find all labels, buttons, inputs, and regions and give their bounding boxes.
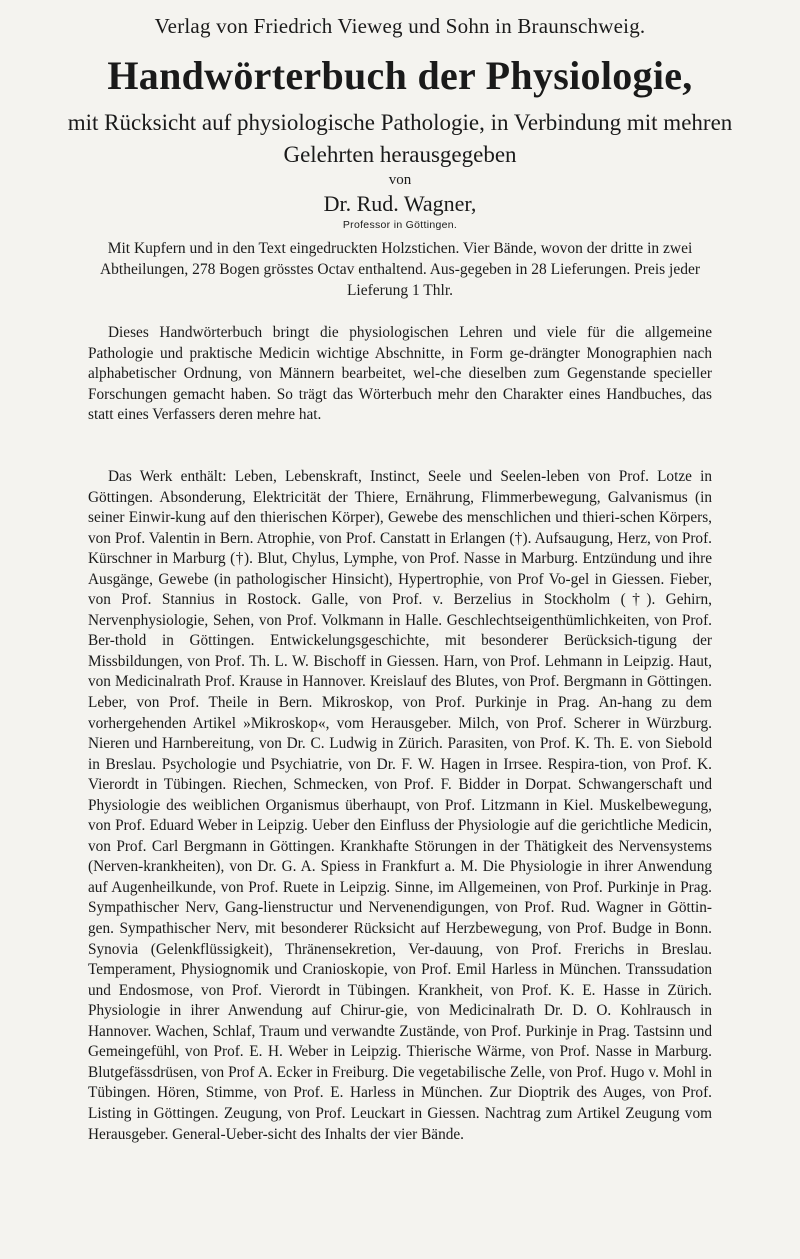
edition-details: Mit Kupfern und in den Text eingedruckten Holzstichen. Vier Bände, wovon der dritte in zwei Abtheilungen, 278 Bogen grösstes Octav enthaltend. Aus-gegeben in 28 Lieferungen. Preis jeder Lieferung 1 Thlr. — [99, 240, 701, 299]
editor-role: Professor in Göttingen. — [342, 219, 458, 231]
book-title: Handwörterbuch der Physiologie, — [107, 53, 693, 98]
book-subtitle: mit Rücksicht auf physiologische Pathologie, in Verbindung mit mehren Gelehrten herausgegeben — [67, 110, 733, 167]
by-line: von — [388, 172, 412, 188]
publisher-line: Verlag von Friedrich Vieweg und Sohn in Braunschweig. — [154, 14, 646, 38]
contents-paragraph: Das Werk enthält: Leben, Lebenskraft, Instinct, Seele und Seelen-leben von Prof. Lotze in Göttingen. Absonderung, Elektricität der Thiere, Ernährung, Flimmerbewegung, Galvanismus (in seiner Einwir-kung auf den thierischen Körper), Gewebe des menschlichen und thieri-schen Körpers, von Prof. Valentin in Bern. Atrophie, von Prof. Canstatt in Erlangen (†). Aufsaugung, Herz, von Prof. Kürschner in Marburg (†). Blut, Chylus, Lymphe, von Prof. Nasse in Marburg. Entzündung und ihre Ausgänge, Gewebe (in pathologischer Hinsicht), Hypertrophie, von Prof Vo-gel in Giessen. Fieber, von Prof. Stannius in Rostock. Galle, von Prof. v. Berzelius in Stockholm (†). Gehirn, Nervenphysiologie, Sehen, von Prof. Volkmann in Halle. Geschlechtseigenthümlichkeiten, von Prof. Ber-thold in Göttingen. Entwickelungsgeschichte, mit besonderer Berücksich-tigung der Missbildungen, von Prof. Th. L. W. Bischoff in Giessen. Harn, von Prof. Lehmann in Leipzig. Haut, von Medicinalrath Prof. Krause in Hannover. Kreislauf des Blutes, von Prof. Bergmann in Göttingen. Leber, von Prof. Theile in Bern. Mikroskop, von Prof. Purkinje in Prag. An-hang zu dem vorhergehenden Artikel »Mikroskop«, vom Herausgeber. Milch, von Prof. Scherer in Würzburg. Nieren und Harnbereitung, von Dr. C. Ludwig in Zürich. Parasiten, von Prof. K. Th. E. von Siebold in Breslau. Psychologie und Psychiatrie, von Dr. F. W. Hagen in Irrsee. Respira-tion, von Prof. K. Vierordt in Tübingen. Riechen, Schmecken, von Prof. F. Bidder in Dorpat. Schwangerschaft und Physiologie des weiblichen Organismus überhaupt, von Prof. Litzmann in Kiel. Muskelbewegung, von Prof. Eduard Weber in Leipzig. Ueber den Einfluss der Physiologie auf die gerichtliche Medicin, von Prof. Carl Bergmann in Göttingen. Krankhafte Störungen in der Thätigkeit des Nervensystems (Nerven-krankheiten), von Dr. G. A. Spiess in Frankfurt a. M. Die Physiologie in ihrer Anwendung auf Augenheilkunde, von Prof. Ruete in Leipzig. Sinne, im Allgemeinen, von Prof. Purkinje in Prag. Sympathischer Nerv, Gang-lienstructur und Nervenendigungen, von Prof. Rud. Wagner in Göttin-gen. Sympathischer Nerv, mit besonderer Rücksicht auf Herzbewegung, von Prof. Budge in Bonn. Synovia (Gelenkflüssigkeit), Thränensekretion, Ver-dauung, von Prof. Frerichs in Breslau. Temperament, Physiognomik und Cranioskopie, von Prof. Emil Harless in München. Transsudation und Endosmose, von Prof. Vierordt in Tübingen. Krankheit, von Prof. K. E. Hasse in Zürich. Physiologie in ihrer Anwendung auf Chirur-gie, von Medicinalrath Dr. D. O. Kohlrausch in Hannover. Wachen, Schlaf, Traum und verwandte Zustände, von Prof. Purkinje in Prag. Tastsinn und Gemeingefühl, von Prof. E. H. Weber in Leipzig. Thierische Wärme, von Prof. Nasse in Marburg. Blutgefässdrüsen, von Prof A. Ecker in Freiburg. Die vegetabilische Zelle, von Prof. Hugo v. Mohl in Tübingen. Hören, Stimme, von Prof. E. Harless in München. Zur Dioptrik des Auges, von Prof. Listing in Göttingen. Zeugung, von Prof. Leuckart in Giessen. Nachtrag zum Artikel Zeugung vom Herausgeber. General-Ueber-sicht des Inhalts der vier Bände. — [88, 468, 712, 1143]
intro-paragraph: Dieses Handwörterbuch bringt die physiologischen Lehren und viele für die allgemeine Pathologie und praktische Medicin wichtige Abschnitte, in Form ge-drängter Monographien nach alphabetischer Ordnung, von Männern bearbeitet, wel-che dieselben zum Gegenstande specieller Forschungen gemacht haben. So trägt das Wörterbuch mehr den Charakter eines Handbuches, das statt eines Verfassers deren mehre hat. — [88, 324, 712, 424]
editor-name: Dr. Rud. Wagner, — [323, 191, 477, 216]
